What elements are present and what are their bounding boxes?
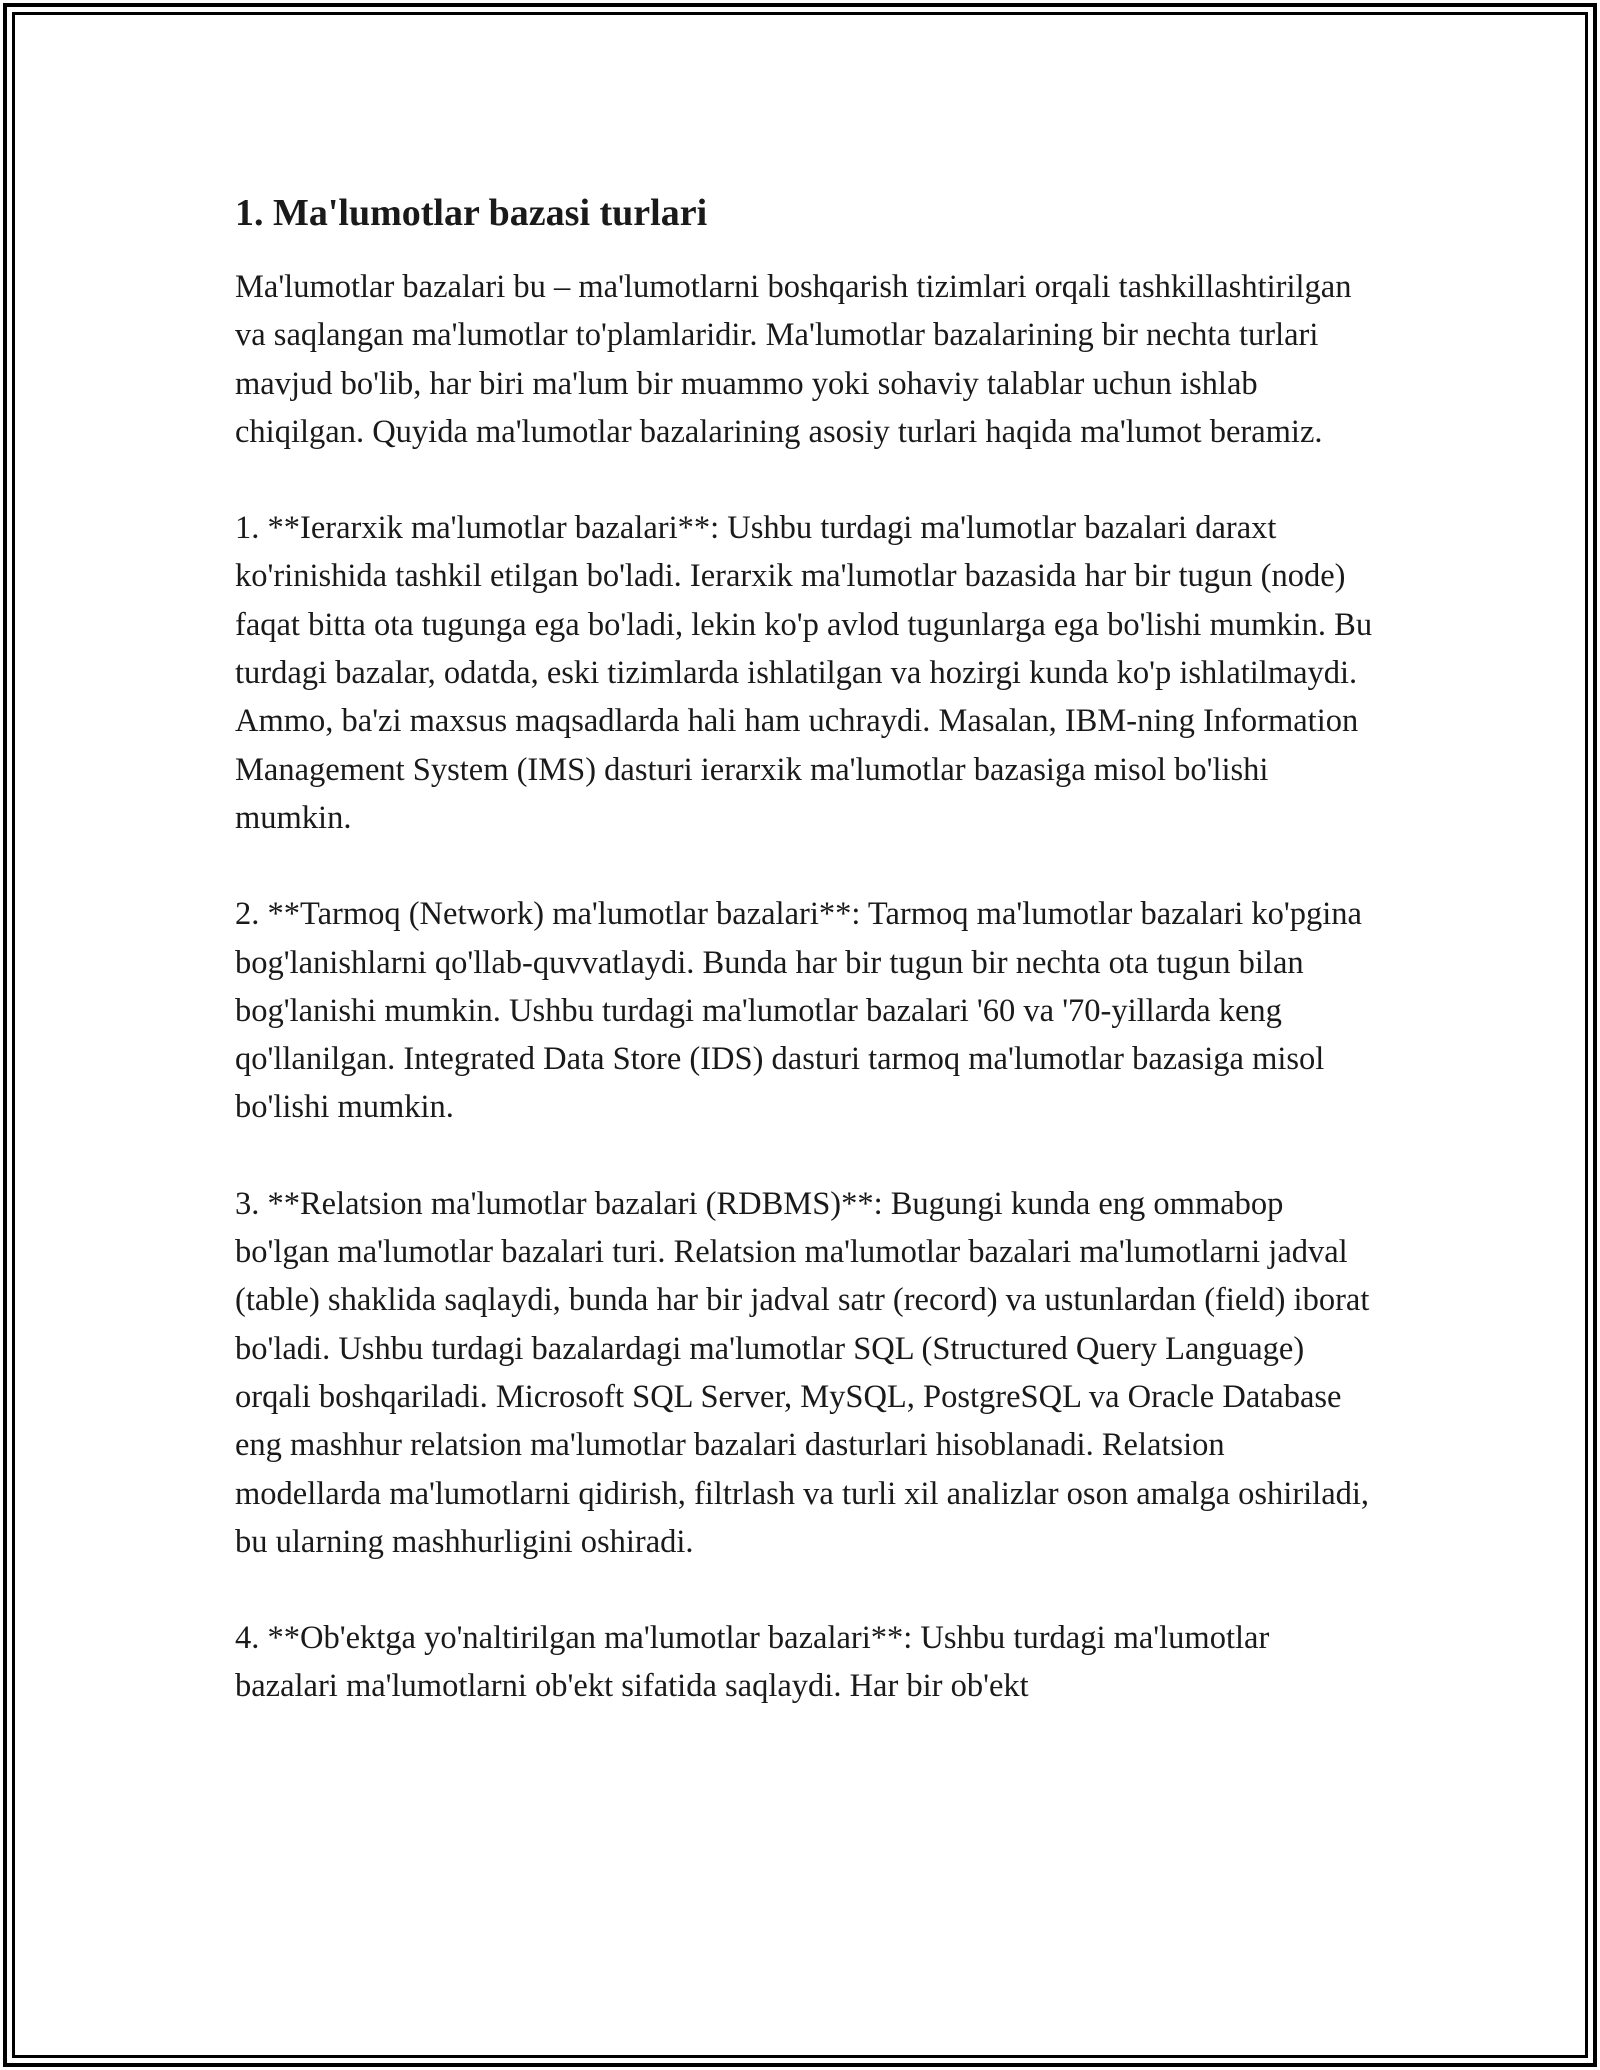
hierarchical-db-paragraph: 1. **Ierarxik ma'lumotlar bazalari**: Ushbu turdagi ma'lumotlar bazalari daraxt ko'rinishida tashkil etilgan bo'ladi. Ierarxik ma'lumotlar bazasida har bir tugun (node) faqat bitta ota tugunga ega bo'ladi, lekin ko'p avlod tugunlarga ega bo'lishi mumkin. Bu turdagi bazalar, odatda, eski tizimlarda ishlatilgan va hozirgi kunda ko'p ishlatilmaydi. Ammo, ba'zi maxsus maqsadlarda hali ham uchraydi. Masalan, IBM-ning Information Management System (IMS) dasturi ierarxik ma'lumotlar bazasiga misol bo'lishi mumkin.	[235, 510, 1373, 836]
network-db-paragraph: 2. **Tarmoq (Network) ma'lumotlar bazalari**: Tarmoq ma'lumotlar bazalari ko'pgina bog'lanishlarni qo'llab-quvvatlaydi. Bunda har bir tugun bir nechta ota tugun bilan bog'lanishi mumkin. Ushbu turdagi ma'lumotlar bazalari '60 va '70-yillarda keng qo'llanilgan. Integrated Data Store (IDS) dasturi tarmoq ma'lumotlar bazasiga misol bo'lishi mumkin.	[235, 896, 1362, 1126]
document-body	[235, 185, 1375, 1711]
page-title: 1. Ma'lumotlar bazasi turlari	[235, 192, 708, 234]
intro-paragraph: Ma'lumotlar bazalari bu – ma'lumotlarni boshqarish tizimlari orqali tashkillashtirilgan va saqlangan ma'lumotlar to'plamlaridir. Ma'lumotlar bazalarining bir nechta turlari mavjud bo'lib, har biri ma'lum bir muammo yoki sohaviy talablar uchun ishlab chiqilgan. Quyida ma'lumotlar bazalarining asosiy turlari haqida ma'lumot beramiz.	[235, 269, 1352, 450]
object-oriented-db-paragraph: 4. **Ob'ektga yo'naltirilgan ma'lumotlar bazalari**: Ushbu turdagi ma'lumotlar bazalari ma'lumotlarni ob'ekt sifatida saqlaydi. Har bir ob'ekt	[235, 1620, 1270, 1705]
relational-db-paragraph: 3. **Relatsion ma'lumotlar bazalari (RDBMS)**: Bugungi kunda eng ommabop bo'lgan ma'lumotlar bazalari turi. Relatsion ma'lumotlar bazalari ma'lumotlarni jadval (table) shaklida saqlaydi, bunda har bir jadval satr (record) va ustunlardan (field) iborat bo'ladi. Ushbu turdagi bazalardagi ma'lumotlar SQL (Structured Query Language) orqali boshqariladi. Microsoft SQL Server, MySQL, PostgreSQL va Oracle Database eng mashhur relatsion ma'lumotlar bazalari dasturlari hisoblanadi. Relatsion modellarda ma'lumotlarni qidirish, filtrlash va turli xil analizlar oson amalga oshiriladi, bu ularning mashhurligini oshiradi.	[235, 1185, 1370, 1560]
